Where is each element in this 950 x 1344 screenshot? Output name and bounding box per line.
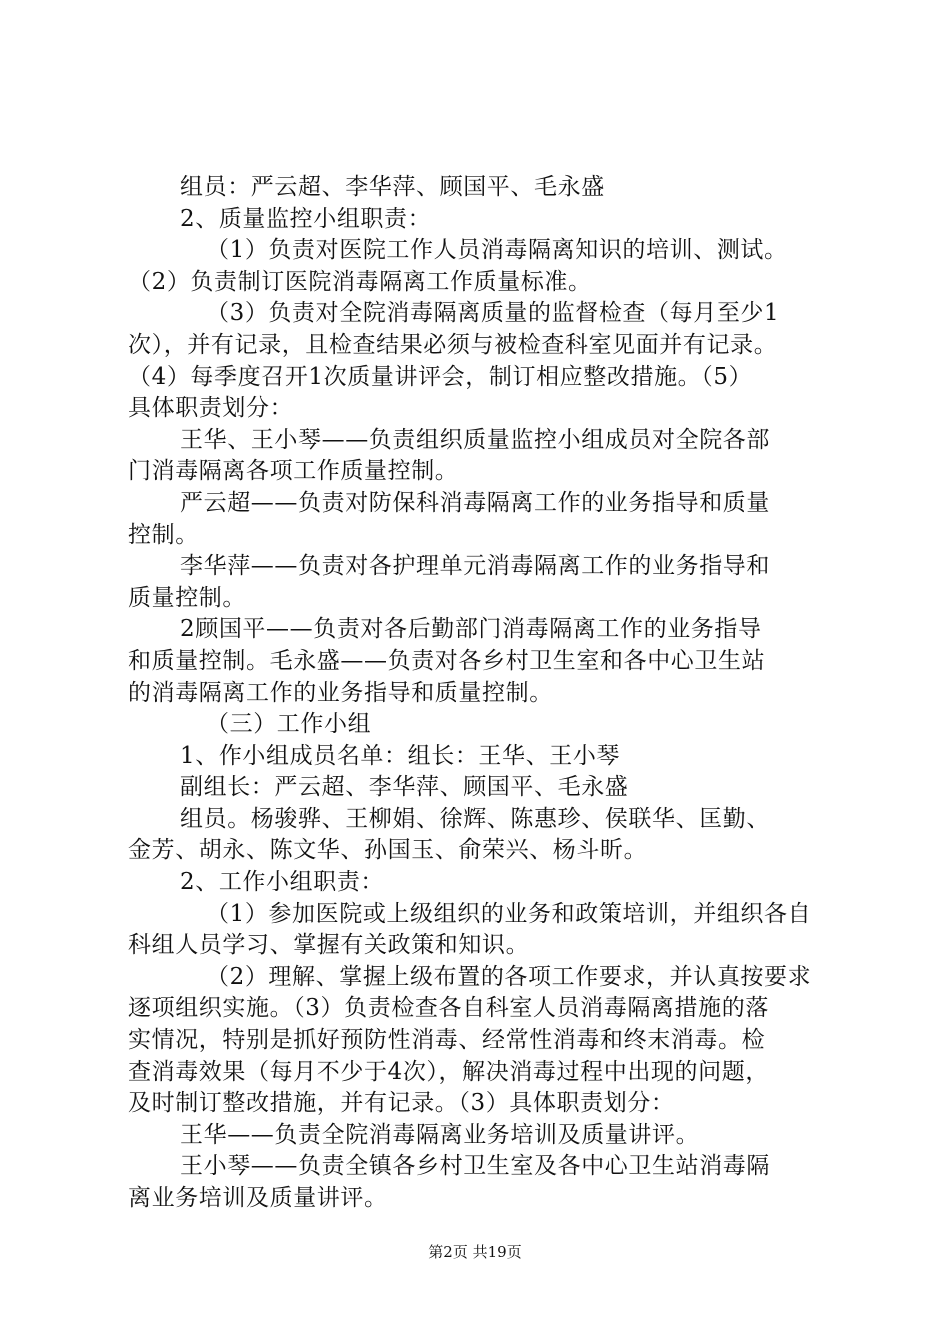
text-line: 查消毒效果（每月不少于4次），解决消毒过程中出现的问题， [128,1058,769,1085]
text-line: 逐项组织实施。（3）负责检查各自科室人员消毒隔离措施的落 [128,995,769,1022]
text-line: （2）负责制订医院消毒隔离工作质量标准。 [128,268,592,295]
text-line: 具体职责划分： [128,395,294,422]
text-line: （1）参加医院或上级组织的业务和政策培训，并组织各自 [206,900,812,927]
text-line: 副组长：严云超、李华萍、顾国平、毛永盛 [180,774,629,801]
text-line: 离业务培训及质量讲评。 [128,1185,388,1211]
text-line: 及时制订整改措施，并有记录。（3）具体职责划分： [128,1090,675,1117]
text-line: 控制。 [128,521,199,548]
text-line: （1）负责对医院工作人员消毒隔离知识的培训、测试。 [206,237,788,264]
text-line: （三）工作小组 [206,711,372,738]
text-line: 组员：严云超、李华萍、顾国平、毛永盛 [180,174,605,200]
text-line: 组员。杨骏骅、王柳娟、徐辉、陈惠珍、侯联华、匡勤、 [180,805,770,832]
text-line: 次），并有记录，且检查结果必须与被检查科室见面并有记录。 [128,331,778,358]
text-line: 科组人员学习、掌握有关政策和知识。 [128,932,530,959]
text-line: 李华萍——负责对各护理单元消毒隔离工作的业务指导和 [180,553,770,580]
text-line: 门消毒隔离各项工作质量控制。 [128,458,459,485]
text-line: 2、工作小组职责： [180,869,385,896]
text-line: 王华、王小琴——负责组织质量监控小组成员对全院各部 [180,426,770,453]
text-line: （3）负责对全院消毒隔离质量的监督检查（每月至少1 [206,300,780,327]
text-line: 2、质量监控小组职责： [180,205,432,232]
text-line: 和质量控制。毛永盛——负责对各乡村卫生室和各中心卫生站 [128,647,766,674]
text-line: 严云超——负责对防保科消毒隔离工作的业务指导和质量 [180,489,770,516]
text-line: （4）每季度召开1次质量讲评会，制订相应整改措施。（5） [128,363,753,390]
text-line: 实情况，特别是抓好预防性消毒、经常性消毒和终末消毒。检 [128,1027,766,1054]
text-line: 王小琴——负责全镇各乡村卫生室及各中心卫生站消毒隔 [180,1153,770,1180]
document-body [128,172,840,1215]
text-line: 2顾国平——负责对各后勤部门消毒隔离工作的业务指导 [180,616,762,643]
text-line: 1、作小组成员名单：组长：王华、王小琴 [180,742,621,769]
text-line: 的消毒隔离工作的业务指导和质量控制。 [128,679,553,706]
page-footer: 第2页 共19页 [428,1243,522,1261]
text-line: 质量控制。 [128,584,246,611]
text-line: （2）理解、掌握上级布置的各项工作要求，并认真按要求 [206,963,812,990]
text-line: 金芳、胡永、陈文华、孙国玉、俞荣兴、杨斗昕。 [128,837,648,864]
text-line: 王华——负责全院消毒隔离业务培训及质量讲评。 [180,1121,700,1148]
